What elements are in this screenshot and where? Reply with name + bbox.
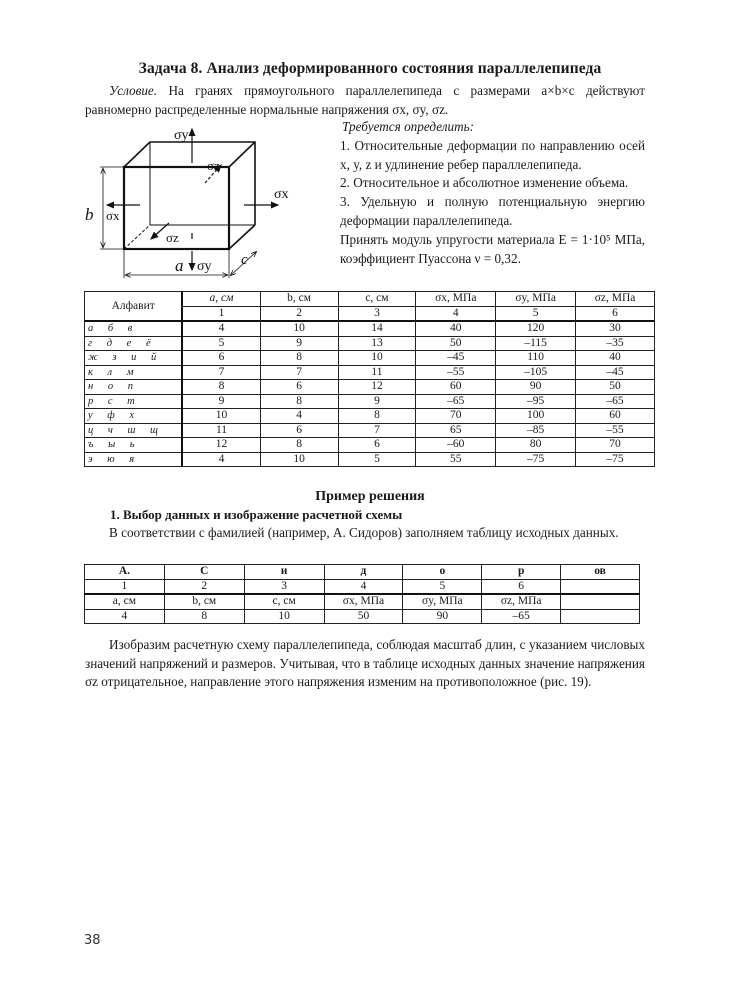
value-cell: 110 [496,351,576,366]
label-sigma-x-left: σx [106,208,120,223]
header-a: a, см [182,292,260,307]
value-cell: 8 [260,351,338,366]
params-cell: c, см [244,594,324,609]
table-row [85,565,640,580]
value-cell: 7 [260,365,338,380]
alphabet-cell: ъ ы ь [85,438,183,453]
value-cell: –105 [496,365,576,380]
value-cell: 7 [182,365,260,380]
value-cell: 6 [182,351,260,366]
letters-cell: р [482,565,561,580]
value-cell: –65 [576,394,655,409]
table-row [85,380,655,395]
table-row [85,409,655,424]
table-row [85,438,655,453]
alphabet-cell: ж з и й [85,351,183,366]
value-cell: 120 [496,321,576,336]
value-cell: 40 [576,351,655,366]
value-cell: 8 [260,394,338,409]
values-cell: 4 [85,609,165,624]
table-row [85,579,640,594]
label-sigma-z-top: σz [207,158,220,173]
label-sigma-x-right: σx [274,187,289,202]
example-heading: Пример решения [315,489,425,504]
col-number: 1 [182,306,260,321]
value-cell: 7 [338,423,416,438]
params-cell: b, см [164,594,244,609]
letters-cell: С [164,565,244,580]
value-cell: –95 [496,394,576,409]
value-cell: 8 [260,438,338,453]
value-cell: 60 [416,380,496,395]
label-sigma-z-bottom: σz [166,230,179,245]
value-cell: 65 [416,423,496,438]
label-dim-b: b [85,205,94,224]
value-cell: 6 [260,380,338,395]
params-cell: σy, МПа [403,594,482,609]
value-cell: 90 [496,380,576,395]
value-cell: 9 [338,394,416,409]
letters-cell: д [324,565,403,580]
table-row [85,452,655,467]
table-row [85,351,655,366]
values-cell: –65 [482,609,561,624]
params-cell [561,594,640,609]
value-cell: 30 [576,321,655,336]
requirements-block [340,118,645,268]
values-cell: 90 [403,609,482,624]
value-cell: 4 [182,321,260,336]
table-row [85,321,655,336]
requirements-heading: Требуется определить: [342,119,474,134]
variants-table [84,291,655,467]
letters-cell: о [403,565,482,580]
value-cell: 50 [416,336,496,351]
label-dim-c: c [241,252,248,268]
header-alphabet: Алфавит [85,292,183,322]
value-cell: 6 [338,438,416,453]
numbers-cell: 4 [324,579,403,594]
alphabet-cell: а б в [85,321,183,336]
value-cell: 9 [182,394,260,409]
table-row [85,394,655,409]
value-cell: 4 [260,409,338,424]
numbers-cell: 6 [482,579,561,594]
alphabet-cell: г д е ё [85,336,183,351]
value-cell: –55 [416,365,496,380]
value-cell: 14 [338,321,416,336]
alphabet-cell: э ю я [85,452,183,467]
value-cell: 8 [338,409,416,424]
value-cell: 13 [338,336,416,351]
header-sigma-x: σx, МПа [416,292,496,307]
value-cell: 10 [338,351,416,366]
value-cell: 12 [338,380,416,395]
value-cell: –35 [576,336,655,351]
values-cell: 50 [324,609,403,624]
table-row [85,336,655,351]
material-constants: Принять модуль упругости материала E = 1·10⁵ МПа, коэффициент Пуассона ν = 0,32. [340,231,645,266]
params-cell: σz, МПа [482,594,561,609]
col-number: 4 [416,306,496,321]
letters-cell: ов [561,565,640,580]
page-number: 38 [84,933,101,948]
condition-paragraph [85,82,645,119]
parallelepiped-diagram [84,125,329,285]
condition-label: Условие. [109,83,158,98]
value-cell: –75 [496,452,576,467]
values-cell [561,609,640,624]
requirement-item-2: 2. Относительное и абсолютное изменение объема. [340,175,629,191]
value-cell: 11 [338,365,416,380]
value-cell: 70 [416,409,496,424]
col-number: 3 [338,306,416,321]
example-subheading: 1. Выбор данных и изображение расчетной схемы [110,507,403,522]
condition-text: На гранях прямоугольного параллелепипеда с размерами a×b×c действуют равномерно распределенные нормальные напряжения σx, σy, σz. [85,83,645,117]
header-sigma-z: σz, МПа [576,292,655,307]
value-cell: –45 [576,365,655,380]
input-data-table [84,564,640,624]
label-sigma-y-bottom: σy [197,259,212,274]
value-cell: 8 [182,380,260,395]
numbers-cell: 5 [403,579,482,594]
value-cell: 4 [182,452,260,467]
numbers-cell: 3 [244,579,324,594]
label-dim-a: a [175,256,184,275]
value-cell: 10 [182,409,260,424]
requirement-item-1: 1. Относительные деформации по направлению осей x, y, z и удлинение ребер параллелепипеда. [340,137,645,172]
task-title: Задача 8. Анализ деформированного состояния параллелепипеда [138,60,602,77]
value-cell: 40 [416,321,496,336]
header-c: c, см [338,292,416,307]
alphabet-cell: н о п [85,380,183,395]
value-cell: –75 [576,452,655,467]
numbers-cell: 2 [164,579,244,594]
value-cell: 11 [182,423,260,438]
value-cell: –60 [416,438,496,453]
value-cell: 100 [496,409,576,424]
value-cell: –65 [416,394,496,409]
value-cell: 50 [576,380,655,395]
value-cell: 10 [260,321,338,336]
col-number: 2 [260,306,338,321]
table-row [85,365,655,380]
variants-table-body [85,321,655,467]
value-cell: 10 [260,452,338,467]
value-cell: –115 [496,336,576,351]
header-sigma-y: σy, МПа [496,292,576,307]
table-row [85,423,655,438]
value-cell: 6 [260,423,338,438]
alphabet-cell: к л м [85,365,183,380]
col-number: 6 [576,306,655,321]
letters-cell: А. [85,565,165,580]
value-cell: 5 [182,336,260,351]
requirement-item-3: 3. Удельную и полную потенциальную энергию деформации параллелепипеда. [340,194,645,228]
header-b: b, см [260,292,338,307]
value-cell: 9 [260,336,338,351]
params-cell: a, см [85,594,165,609]
alphabet-cell: р с т [85,394,183,409]
value-cell: 55 [416,452,496,467]
value-cell: –55 [576,423,655,438]
values-cell: 10 [244,609,324,624]
numbers-cell: 1 [85,579,165,594]
table-row [85,594,640,609]
label-sigma-y-top: σy [174,128,189,143]
table-row [85,609,640,624]
conclusion-paragraph: Изобразим расчетную схему параллелепипеда, соблюдая масштаб длин, с указанием числовых значений напряжений и размеров. Учитывая, что в таблице исходных данных значение напряжения σz отрицательное, направление этого напряжения изменим на противоположное (рис. 19). [85,637,645,689]
value-cell: –45 [416,351,496,366]
value-cell: 80 [496,438,576,453]
value-cell: 60 [576,409,655,424]
numbers-cell [561,579,640,594]
value-cell: 12 [182,438,260,453]
value-cell: –85 [496,423,576,438]
alphabet-cell: ц ч ш щ [85,423,183,438]
value-cell: 5 [338,452,416,467]
value-cell: 70 [576,438,655,453]
example-intro: В соответствии с фамилией (например, А. Сидоров) заполняем таблицу исходных данных. [109,525,619,540]
alphabet-cell: у ф х [85,409,183,424]
letters-cell: и [244,565,324,580]
values-cell: 8 [164,609,244,624]
col-number: 5 [496,306,576,321]
params-cell: σx, МПа [324,594,403,609]
